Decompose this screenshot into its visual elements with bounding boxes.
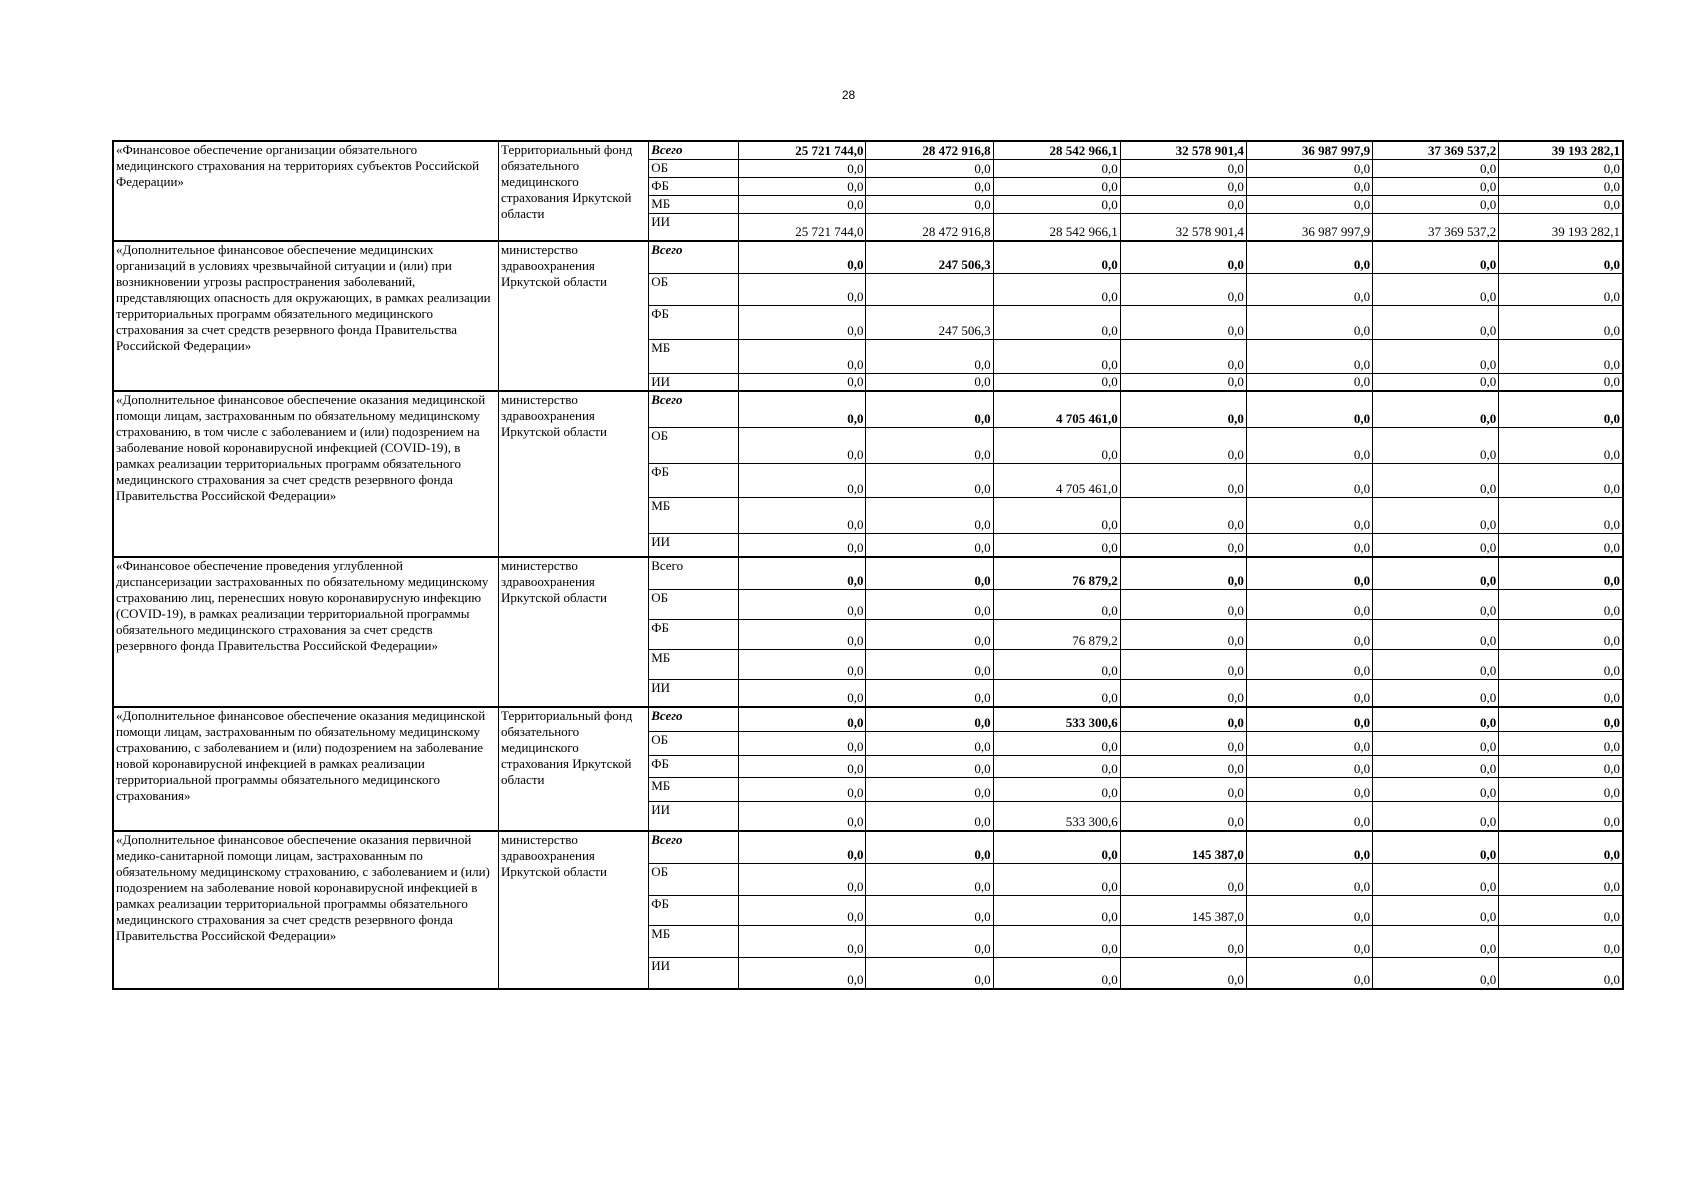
amount-cell: 37 369 537,2 <box>1373 141 1499 159</box>
funding-source-label: МБ <box>649 777 739 801</box>
amount-cell: 0,0 <box>739 679 866 707</box>
amount-cell: 0,0 <box>1373 305 1499 339</box>
amount-cell: 0,0 <box>993 649 1120 679</box>
funding-source-label: ФБ <box>649 463 739 497</box>
amount-cell: 0,0 <box>993 863 1120 895</box>
amount-cell: 0,0 <box>1246 957 1372 989</box>
amount-cell: 0,0 <box>739 241 866 273</box>
amount-cell: 0,0 <box>1499 925 1623 957</box>
amount-cell: 0,0 <box>1120 497 1246 533</box>
amount-cell: 0,0 <box>866 679 993 707</box>
amount-cell: 0,0 <box>739 391 866 427</box>
amount-cell: 0,0 <box>1120 863 1246 895</box>
amount-cell: 0,0 <box>1499 373 1623 391</box>
amount-cell: 0,0 <box>739 177 866 195</box>
amount-cell: 0,0 <box>1499 731 1623 755</box>
amount-cell: 28 472 916,8 <box>866 141 993 159</box>
amount-cell: 0,0 <box>739 731 866 755</box>
amount-cell: 0,0 <box>739 195 866 213</box>
amount-cell: 0,0 <box>1120 463 1246 497</box>
amount-cell: 0,0 <box>866 533 993 557</box>
amount-cell: 533 300,6 <box>993 707 1120 731</box>
amount-cell <box>866 273 993 305</box>
amount-cell: 0,0 <box>1373 863 1499 895</box>
amount-cell: 0,0 <box>1373 619 1499 649</box>
funding-source-label: Всего <box>649 557 739 589</box>
amount-cell: 0,0 <box>739 619 866 649</box>
amount-cell: 25 721 744,0 <box>739 141 866 159</box>
amount-cell: 145 387,0 <box>1120 895 1246 925</box>
amount-cell: 0,0 <box>866 373 993 391</box>
amount-cell: 25 721 744,0 <box>739 213 866 241</box>
amount-cell: 0,0 <box>866 925 993 957</box>
amount-cell: 0,0 <box>866 755 993 777</box>
amount-cell: 0,0 <box>1373 339 1499 373</box>
amount-cell: 0,0 <box>993 533 1120 557</box>
amount-cell: 0,0 <box>1246 831 1372 863</box>
funding-source-label: ФБ <box>649 755 739 777</box>
amount-cell: 0,0 <box>1120 957 1246 989</box>
amount-cell: 37 369 537,2 <box>1373 213 1499 241</box>
executor-name: министерство здравоохранения Иркутской области <box>499 557 649 707</box>
funding-source-label: Всего <box>649 707 739 731</box>
funding-source-label: Всего <box>649 141 739 159</box>
amount-cell: 0,0 <box>1373 373 1499 391</box>
amount-cell: 0,0 <box>1373 649 1499 679</box>
amount-cell: 0,0 <box>1499 241 1623 273</box>
amount-cell: 0,0 <box>1246 195 1372 213</box>
amount-cell: 0,0 <box>993 925 1120 957</box>
amount-cell: 0,0 <box>1499 831 1623 863</box>
amount-cell: 0,0 <box>1120 707 1246 731</box>
amount-cell: 0,0 <box>739 707 866 731</box>
amount-cell: 28 542 966,1 <box>993 213 1120 241</box>
amount-cell: 0,0 <box>739 305 866 339</box>
amount-cell: 0,0 <box>1499 863 1623 895</box>
amount-cell: 0,0 <box>866 619 993 649</box>
table-row-total <box>113 557 1623 589</box>
amount-cell: 0,0 <box>1120 339 1246 373</box>
funding-source-label: МБ <box>649 925 739 957</box>
amount-cell: 0,0 <box>1499 557 1623 589</box>
amount-cell: 0,0 <box>993 895 1120 925</box>
amount-cell: 0,0 <box>739 925 866 957</box>
page-number: 28 <box>841 88 856 102</box>
amount-cell: 0,0 <box>866 649 993 679</box>
amount-cell: 0,0 <box>1373 273 1499 305</box>
amount-cell: 0,0 <box>1120 159 1246 177</box>
funding-source-label: ОБ <box>649 589 739 619</box>
amount-cell: 0,0 <box>866 463 993 497</box>
funding-source-label: ФБ <box>649 305 739 339</box>
amount-cell: 0,0 <box>1373 195 1499 213</box>
amount-cell: 0,0 <box>1120 589 1246 619</box>
amount-cell: 0,0 <box>739 533 866 557</box>
amount-cell: 0,0 <box>993 731 1120 755</box>
amount-cell: 0,0 <box>1499 679 1623 707</box>
amount-cell: 247 506,3 <box>866 241 993 273</box>
amount-cell: 0,0 <box>1373 707 1499 731</box>
measure-description: «Финансовое обеспечение проведения углубленной диспансеризации застрахованных по обязательному медицинскому страхованию лиц, перенесших новую коронавирусную инфекцию (COVID-19), в рамках реализации территориальной программы обязательного медицинского страхования за счет средств резервного фонда Правительства Российской Федерации» <box>113 557 499 707</box>
amount-cell: 0,0 <box>1120 391 1246 427</box>
amount-cell: 0,0 <box>1120 177 1246 195</box>
amount-cell: 32 578 901,4 <box>1120 141 1246 159</box>
amount-cell: 0,0 <box>866 195 993 213</box>
amount-cell: 0,0 <box>993 427 1120 463</box>
amount-cell: 0,0 <box>739 497 866 533</box>
funding-source-label: ОБ <box>649 427 739 463</box>
funding-source-label: ОБ <box>649 159 739 177</box>
table-row-total <box>113 141 1623 159</box>
amount-cell: 0,0 <box>993 159 1120 177</box>
amount-cell: 0,0 <box>739 649 866 679</box>
amount-cell: 0,0 <box>1120 755 1246 777</box>
amount-cell: 0,0 <box>993 373 1120 391</box>
amount-cell: 0,0 <box>739 801 866 831</box>
amount-cell: 0,0 <box>1499 957 1623 989</box>
amount-cell: 0,0 <box>739 755 866 777</box>
funding-source-label: ИИ <box>649 679 739 707</box>
amount-cell: 0,0 <box>1246 619 1372 649</box>
amount-cell: 0,0 <box>1499 755 1623 777</box>
measure-description: «Финансовое обеспечение организации обязательного медицинского страхования на территориях субъектов Российской Федерации» <box>113 141 499 241</box>
amount-cell: 0,0 <box>739 273 866 305</box>
amount-cell: 0,0 <box>1499 707 1623 731</box>
amount-cell: 0,0 <box>1373 957 1499 989</box>
amount-cell: 0,0 <box>866 177 993 195</box>
amount-cell: 0,0 <box>993 755 1120 777</box>
amount-cell: 0,0 <box>993 305 1120 339</box>
amount-cell: 0,0 <box>1120 373 1246 391</box>
amount-cell: 0,0 <box>739 957 866 989</box>
funding-source-label: ИИ <box>649 801 739 831</box>
amount-cell: 0,0 <box>1246 339 1372 373</box>
amount-cell: 0,0 <box>1499 497 1623 533</box>
amount-cell: 0,0 <box>1120 619 1246 649</box>
amount-cell: 0,0 <box>1373 755 1499 777</box>
amount-cell: 0,0 <box>739 373 866 391</box>
amount-cell: 0,0 <box>866 557 993 589</box>
amount-cell: 36 987 997,9 <box>1246 213 1372 241</box>
amount-cell: 0,0 <box>1373 589 1499 619</box>
funding-source-label: Всего <box>649 241 739 273</box>
funding-source-label: МБ <box>649 649 739 679</box>
amount-cell: 0,0 <box>1499 895 1623 925</box>
amount-cell: 0,0 <box>1246 497 1372 533</box>
amount-cell: 0,0 <box>866 895 993 925</box>
funding-source-label: ФБ <box>649 619 739 649</box>
amount-cell: 0,0 <box>993 831 1120 863</box>
amount-cell: 0,0 <box>1246 533 1372 557</box>
amount-cell: 0,0 <box>739 777 866 801</box>
amount-cell: 0,0 <box>1120 241 1246 273</box>
amount-cell: 0,0 <box>1120 777 1246 801</box>
amount-cell: 0,0 <box>1246 273 1372 305</box>
amount-cell: 0,0 <box>1499 427 1623 463</box>
funding-source-label: ИИ <box>649 373 739 391</box>
amount-cell: 0,0 <box>1499 305 1623 339</box>
amount-cell: 0,0 <box>866 777 993 801</box>
amount-cell: 39 193 282,1 <box>1499 213 1623 241</box>
amount-cell: 0,0 <box>1499 159 1623 177</box>
amount-cell: 0,0 <box>1246 863 1372 895</box>
amount-cell: 0,0 <box>1120 273 1246 305</box>
amount-cell: 0,0 <box>1246 557 1372 589</box>
amount-cell: 0,0 <box>1373 391 1499 427</box>
amount-cell: 0,0 <box>1120 649 1246 679</box>
amount-cell: 0,0 <box>1499 177 1623 195</box>
amount-cell: 0,0 <box>866 391 993 427</box>
amount-cell: 0,0 <box>1120 925 1246 957</box>
funding-source-label: ИИ <box>649 213 739 241</box>
amount-cell: 0,0 <box>1246 177 1372 195</box>
amount-cell: 0,0 <box>993 679 1120 707</box>
amount-cell: 0,0 <box>1499 273 1623 305</box>
amount-cell: 0,0 <box>1120 557 1246 589</box>
funding-source-label: ОБ <box>649 273 739 305</box>
amount-cell: 0,0 <box>866 831 993 863</box>
amount-cell: 0,0 <box>1373 731 1499 755</box>
table-row-total <box>113 241 1623 273</box>
amount-cell: 0,0 <box>1246 589 1372 619</box>
amount-cell: 0,0 <box>739 557 866 589</box>
funding-source-label: Всего <box>649 391 739 427</box>
executor-name: министерство здравоохранения Иркутской области <box>499 391 649 557</box>
amount-cell: 0,0 <box>1499 589 1623 619</box>
amount-cell: 0,0 <box>866 863 993 895</box>
amount-cell: 0,0 <box>1246 777 1372 801</box>
amount-cell: 0,0 <box>866 427 993 463</box>
amount-cell: 0,0 <box>866 707 993 731</box>
executor-name: министерство здравоохранения Иркутской области <box>499 831 649 989</box>
amount-cell: 4 705 461,0 <box>993 391 1120 427</box>
funding-source-label: ИИ <box>649 533 739 557</box>
amount-cell: 0,0 <box>1373 427 1499 463</box>
funding-source-label: МБ <box>649 497 739 533</box>
amount-cell: 0,0 <box>1246 463 1372 497</box>
amount-cell: 36 987 997,9 <box>1246 141 1372 159</box>
funding-source-label: Всего <box>649 831 739 863</box>
amount-cell: 0,0 <box>1246 241 1372 273</box>
amount-cell: 0,0 <box>866 731 993 755</box>
amount-cell: 0,0 <box>1246 391 1372 427</box>
amount-cell: 0,0 <box>739 589 866 619</box>
amount-cell: 0,0 <box>1499 391 1623 427</box>
amount-cell: 0,0 <box>1246 649 1372 679</box>
amount-cell: 0,0 <box>1246 731 1372 755</box>
amount-cell: 0,0 <box>1120 195 1246 213</box>
amount-cell: 0,0 <box>993 777 1120 801</box>
amount-cell: 0,0 <box>993 957 1120 989</box>
amount-cell: 0,0 <box>1499 649 1623 679</box>
amount-cell: 0,0 <box>1373 801 1499 831</box>
amount-cell: 0,0 <box>866 957 993 989</box>
amount-cell: 0,0 <box>739 159 866 177</box>
amount-cell: 0,0 <box>1246 427 1372 463</box>
amount-cell: 0,0 <box>1246 305 1372 339</box>
amount-cell: 0,0 <box>993 273 1120 305</box>
amount-cell: 39 193 282,1 <box>1499 141 1623 159</box>
amount-cell: 0,0 <box>1373 533 1499 557</box>
amount-cell: 0,0 <box>1499 339 1623 373</box>
funding-source-label: ОБ <box>649 731 739 755</box>
amount-cell: 0,0 <box>1120 533 1246 557</box>
amount-cell: 0,0 <box>1373 831 1499 863</box>
amount-cell: 0,0 <box>1120 679 1246 707</box>
amount-cell: 76 879,2 <box>993 557 1120 589</box>
amount-cell: 0,0 <box>1120 731 1246 755</box>
amount-cell: 0,0 <box>993 195 1120 213</box>
amount-cell: 0,0 <box>993 177 1120 195</box>
amount-cell: 0,0 <box>1246 679 1372 707</box>
amount-cell: 0,0 <box>1120 427 1246 463</box>
amount-cell: 0,0 <box>1373 463 1499 497</box>
amount-cell: 0,0 <box>993 497 1120 533</box>
amount-cell: 0,0 <box>1373 557 1499 589</box>
amount-cell: 0,0 <box>1373 895 1499 925</box>
amount-cell: 0,0 <box>1373 159 1499 177</box>
amount-cell: 0,0 <box>739 427 866 463</box>
amount-cell: 28 542 966,1 <box>993 141 1120 159</box>
amount-cell: 247 506,3 <box>866 305 993 339</box>
amount-cell: 0,0 <box>1499 463 1623 497</box>
funding-source-label: ФБ <box>649 895 739 925</box>
table-row-total <box>113 707 1623 731</box>
amount-cell: 0,0 <box>1499 777 1623 801</box>
amount-cell: 0,0 <box>1373 177 1499 195</box>
amount-cell: 0,0 <box>1373 925 1499 957</box>
amount-cell: 0,0 <box>1373 679 1499 707</box>
amount-cell: 0,0 <box>1499 801 1623 831</box>
funding-source-label: ОБ <box>649 863 739 895</box>
amount-cell: 4 705 461,0 <box>993 463 1120 497</box>
amount-cell: 0,0 <box>739 831 866 863</box>
amount-cell: 533 300,6 <box>993 801 1120 831</box>
amount-cell: 0,0 <box>993 589 1120 619</box>
measure-description: «Дополнительное финансовое обеспечение оказания медицинской помощи лицам, застрахованным по обязательному медицинскому страхованию, с заболеванием и (или) подозрением на заболевание новой коронавирусной инфекцией в рамках реализации территориальной программы обязательного медицинского страхования» <box>113 707 499 831</box>
table-row-total <box>113 831 1623 863</box>
executor-name: Территориальный фонд обязательного медицинского страхования Иркутской области <box>499 141 649 241</box>
executor-name: Территориальный фонд обязательного медицинского страхования Иркутской области <box>499 707 649 831</box>
amount-cell: 0,0 <box>1246 159 1372 177</box>
executor-name: министерство здравоохранения Иркутской области <box>499 241 649 391</box>
amount-cell: 0,0 <box>866 159 993 177</box>
amount-cell: 0,0 <box>1499 619 1623 649</box>
measure-description: «Дополнительное финансовое обеспечение оказания медицинской помощи лицам, застрахованным по обязательному медицинскому страхованию, в том числе с заболеванием и (или) подозрением на заболевание новой коронавирусной инфекцией (COVID-19), в рамках реализации территориальных программ обязательного медицинского страхования за счет средств резервного фонда Правительства Российской Федерации» <box>113 391 499 557</box>
funding-source-label: ФБ <box>649 177 739 195</box>
measure-description: «Дополнительное финансовое обеспечение медицинских организаций в условиях чрезвычайной ситуации и (или) при возникновении угрозы распространения заболеваний, представляющих опасность для окружающих, в рамках реализации территориальных программ обязательного медицинского страхования за счет средств резервного фонда Правительства Российской Федерации» <box>113 241 499 391</box>
amount-cell: 0,0 <box>866 497 993 533</box>
amount-cell: 0,0 <box>1373 241 1499 273</box>
amount-cell: 28 472 916,8 <box>866 213 993 241</box>
amount-cell: 0,0 <box>993 241 1120 273</box>
amount-cell: 0,0 <box>1246 373 1372 391</box>
amount-cell: 0,0 <box>739 463 866 497</box>
amount-cell: 0,0 <box>1120 801 1246 831</box>
amount-cell: 32 578 901,4 <box>1120 213 1246 241</box>
amount-cell: 0,0 <box>866 801 993 831</box>
amount-cell: 0,0 <box>993 339 1120 373</box>
funding-source-label: МБ <box>649 195 739 213</box>
amount-cell: 0,0 <box>1246 755 1372 777</box>
budget-table <box>112 140 1624 990</box>
amount-cell: 0,0 <box>1246 801 1372 831</box>
amount-cell: 0,0 <box>1373 497 1499 533</box>
amount-cell: 0,0 <box>739 339 866 373</box>
amount-cell: 0,0 <box>1246 895 1372 925</box>
amount-cell: 0,0 <box>866 339 993 373</box>
amount-cell: 0,0 <box>866 589 993 619</box>
amount-cell: 0,0 <box>739 895 866 925</box>
funding-source-label: ИИ <box>649 957 739 989</box>
amount-cell: 76 879,2 <box>993 619 1120 649</box>
funding-source-label: МБ <box>649 339 739 373</box>
amount-cell: 0,0 <box>739 863 866 895</box>
amount-cell: 145 387,0 <box>1120 831 1246 863</box>
measure-description: «Дополнительное финансовое обеспечение оказания первичной медико-санитарной помощи лицам, застрахованным по обязательному медицинскому страхованию, с заболеванием и (или) подозрением на заболевание новой коронавирусной инфекцией в рамках реализации территориальной программы обязательного медицинского страхования за счет средств резервного фонда Правительства Российской Федерации» <box>113 831 499 989</box>
amount-cell: 0,0 <box>1373 777 1499 801</box>
table-row-total <box>113 391 1623 427</box>
amount-cell: 0,0 <box>1499 195 1623 213</box>
amount-cell: 0,0 <box>1499 533 1623 557</box>
amount-cell: 0,0 <box>1246 707 1372 731</box>
amount-cell: 0,0 <box>1120 305 1246 339</box>
amount-cell: 0,0 <box>1246 925 1372 957</box>
